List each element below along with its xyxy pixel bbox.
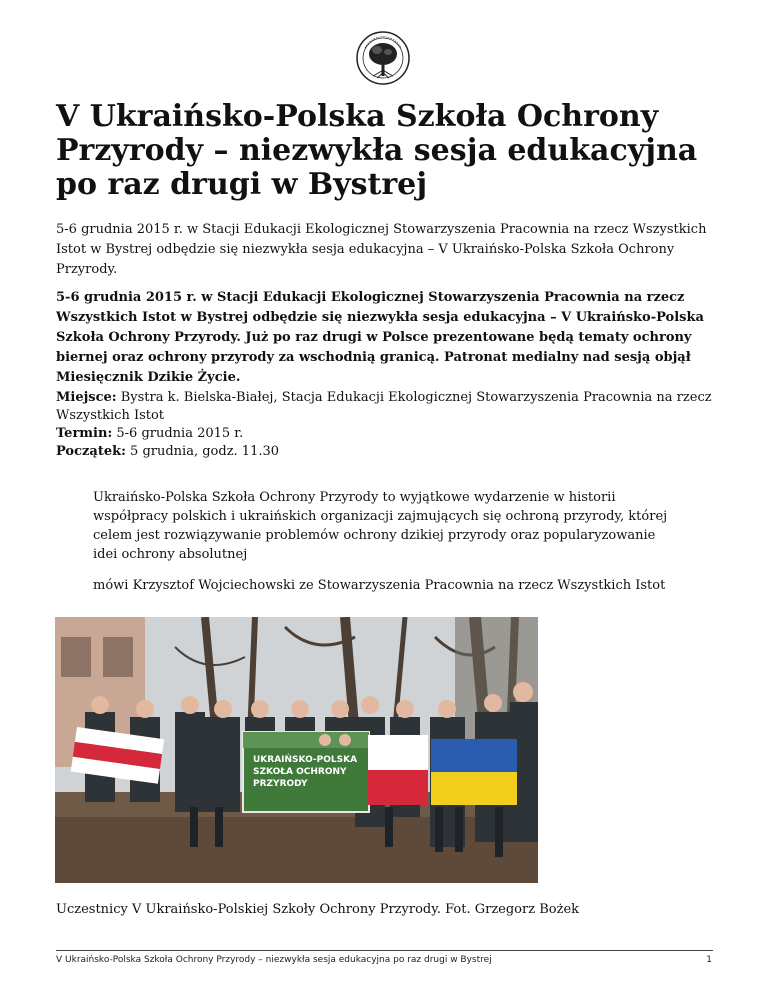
page-number: 1 [706, 955, 712, 965]
start-label: Początek: [56, 444, 126, 459]
start-value: 5 grudnia, godz. 11.30 [125, 444, 280, 459]
banner-line-1: UKRAIŃSKO-POLSKA [253, 755, 358, 765]
banner-line-2: SZKOŁA OCHRONY [253, 767, 347, 777]
article-lead: 5-6 grudnia 2015 r. w Stacji Edukacji Ekologicznej Stowarzyszenia Pracownia na rzecz Wszystkich Istot w Bystrej odbędzie się niezwykła sesja edukacyjna – V Ukraińsko-Polska Szkoła Ochrony Przyrody. Już po raz drugi w Polsce prezentowane będą tematy ochrony biernej oraz ochrony przyrody za wschodnią granicą. Patronat medialny nad sesją objął Miesięcznik Dzikie Życie. [56, 290, 704, 385]
article-title: V Ukraińsko-Polska Szkoła Ochrony Przyrody – niezwykła sesja edukacyjna po raz drugi w Bystrej [56, 99, 698, 202]
date-label: Termin: [56, 426, 113, 441]
date-value: 5-6 grudnia 2015 r. [112, 426, 244, 441]
place-value: Bystra k. Bielska-Białej, Stacja Edukacji Ekologicznej Stowarzyszenia Pracownia na rzecz Wszystkich Istot [56, 390, 712, 423]
pracownia-logo-icon [355, 30, 411, 86]
article-intro: 5-6 grudnia 2015 r. w Stacji Edukacji Ekologicznej Stowarzyszenia Pracownia na rzecz Wszystkich Istot w Bystrej odbędzie się niezwykła sesja edukacyjna – V Ukraińsko-Polska Szkoła Ochrony Przyrody. [56, 222, 707, 277]
quote-attribution: mówi Krzysztof Wojciechowski ze Stowarzyszenia Pracownia na rzecz Wszystkich Istot [93, 578, 666, 593]
place-label: Miejsce: [56, 390, 117, 405]
banner-line-3: PRZYRODY [253, 779, 308, 789]
blockquote: Ukraińsko-Polska Szkoła Ochrony Przyrody to wyjątkowe wydarzenie w historii współpracy polskich i ukraińskich organizacji zajmujących się ochroną przyrody, której celem jest rozwiązywanie problemów ochrony dzikiej przyrody oraz popularyzowanie idei ochrony absolutnej [93, 490, 668, 562]
photo-caption: Uczestnicy V Ukraińsko-Polskiej Szkoły Ochrony Przyrody. Fot. Grzegorz Bożek [56, 902, 580, 917]
group-photo [55, 617, 538, 883]
event-details [56, 389, 716, 461]
footer-divider [56, 950, 713, 951]
footer-title: V Ukraińsko-Polska Szkoła Ochrony Przyrody – niezwykła sesja edukacyjna po raz drugi w Bystrej [56, 955, 492, 965]
